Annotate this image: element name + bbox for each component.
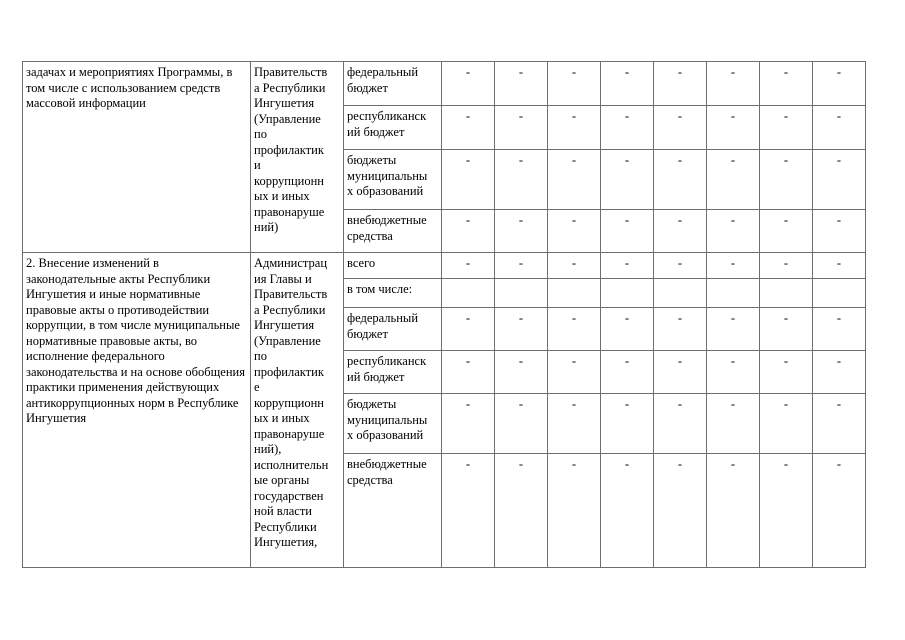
- value-cell: [495, 62, 548, 106]
- value-cell: [442, 454, 495, 568]
- value-text: -: [677, 65, 683, 79]
- funding-source: всего: [347, 256, 376, 270]
- value-text: -: [730, 457, 736, 471]
- value-cell: [654, 62, 707, 106]
- value-text: -: [677, 397, 683, 411]
- value-cell: [601, 308, 654, 351]
- value-text: -: [571, 311, 577, 325]
- value-cell: [760, 279, 813, 308]
- value-cell: [548, 308, 601, 351]
- value-cell: [654, 150, 707, 210]
- value-cell: [601, 62, 654, 106]
- value-text: -: [836, 109, 842, 123]
- executor-text: Правительств а Республики Ингушетия (Управление по профилактик и коррупционн ых и иных правонаруше ний): [254, 65, 328, 234]
- value-cell: [707, 150, 760, 210]
- funding-source: бюджеты муниципальны х образований: [347, 397, 428, 442]
- value-text: -: [518, 109, 524, 123]
- value-text: -: [518, 65, 524, 79]
- value-cell: [442, 253, 495, 279]
- value-text: -: [624, 109, 630, 123]
- value-cell: [495, 210, 548, 253]
- funding-source: бюджеты муниципальны х образований: [347, 153, 428, 198]
- value-cell: [654, 279, 707, 308]
- value-cell: [548, 253, 601, 279]
- executor-text: Администрац ия Главы и Правительств а Республики Ингушетия (Управление по профилактик е коррупционн ых и иных правонаруше ний), исполнительн ые органы государствен ной власти Республики Ингушетия,: [254, 256, 329, 549]
- value-cell: [813, 62, 866, 106]
- value-cell: [654, 253, 707, 279]
- value-cell: [601, 210, 654, 253]
- value-cell: [601, 253, 654, 279]
- value-text: -: [730, 311, 736, 325]
- value-text: -: [518, 457, 524, 471]
- value-cell: [601, 279, 654, 308]
- value-text: -: [571, 256, 577, 270]
- table-row: [23, 62, 866, 106]
- value-cell: [760, 394, 813, 454]
- value-cell: [601, 106, 654, 150]
- value-cell: [495, 106, 548, 150]
- value-cell: [548, 351, 601, 394]
- value-cell: [707, 279, 760, 308]
- value-cell: [707, 106, 760, 150]
- value-text: -: [730, 397, 736, 411]
- value-cell: [495, 351, 548, 394]
- value-cell: [442, 106, 495, 150]
- value-text: -: [730, 65, 736, 79]
- value-cell: [654, 308, 707, 351]
- value-cell: [442, 62, 495, 106]
- value-cell: [654, 394, 707, 454]
- value-cell: [760, 351, 813, 394]
- value-text: -: [836, 354, 842, 368]
- value-cell: [601, 150, 654, 210]
- value-text: -: [783, 65, 789, 79]
- funding-source-cell: [344, 106, 442, 150]
- funding-source-cell: [344, 394, 442, 454]
- value-text: -: [624, 256, 630, 270]
- value-cell: [813, 253, 866, 279]
- executor-cell: [251, 62, 344, 253]
- value-text: -: [677, 213, 683, 227]
- value-cell: [548, 62, 601, 106]
- value-text: -: [571, 65, 577, 79]
- value-cell: [813, 454, 866, 568]
- value-cell: [813, 394, 866, 454]
- value-cell: [442, 210, 495, 253]
- value-text: -: [677, 256, 683, 270]
- value-text: -: [730, 109, 736, 123]
- value-text: -: [836, 213, 842, 227]
- value-cell: [707, 394, 760, 454]
- value-text: -: [836, 397, 842, 411]
- value-text: -: [730, 153, 736, 167]
- value-cell: [495, 454, 548, 568]
- value-text: -: [571, 109, 577, 123]
- value-text: -: [677, 109, 683, 123]
- measure-description-cell: [23, 253, 251, 568]
- table-row: [23, 253, 866, 279]
- funding-source: внебюджетные средства: [347, 213, 427, 243]
- value-text: -: [518, 256, 524, 270]
- table-body: [23, 62, 866, 568]
- value-cell: [654, 454, 707, 568]
- value-text: -: [783, 256, 789, 270]
- value-cell: [760, 210, 813, 253]
- measure-description: задачах и мероприятиях Программы, в том числе с использованием средств массовой информации: [26, 65, 233, 110]
- value-text: -: [783, 153, 789, 167]
- value-text: -: [571, 153, 577, 167]
- value-cell: [707, 454, 760, 568]
- value-cell: [760, 253, 813, 279]
- value-cell: [442, 279, 495, 308]
- value-text: -: [836, 153, 842, 167]
- measure-description: 2. Внесение изменений в законодательные акты Республики Ингушетия и иные нормативные правовые акты о противодействии коррупции, в том числе муниципальные нормативные правовые акты, во исполнение федерального законодательства и на основе обобщения практики применения действующих антикоррупционных норм в Республике Ингушетия: [26, 256, 245, 425]
- value-text: -: [571, 457, 577, 471]
- value-text: -: [465, 256, 471, 270]
- funding-source-cell: [344, 210, 442, 253]
- funding-source-cell: [344, 253, 442, 279]
- value-text: -: [783, 354, 789, 368]
- value-text: -: [677, 457, 683, 471]
- funding-source-cell: [344, 308, 442, 351]
- funding-source-cell: [344, 150, 442, 210]
- value-text: -: [836, 457, 842, 471]
- value-text: -: [518, 397, 524, 411]
- funding-source-cell: [344, 279, 442, 308]
- funding-source-cell: [344, 454, 442, 568]
- value-cell: [813, 106, 866, 150]
- value-text: -: [624, 397, 630, 411]
- value-cell: [654, 106, 707, 150]
- value-text: -: [836, 65, 842, 79]
- funding-source: республиканск ий бюджет: [347, 109, 427, 139]
- value-text: -: [624, 354, 630, 368]
- budget-table: [22, 61, 866, 568]
- value-cell: [495, 308, 548, 351]
- value-cell: [813, 210, 866, 253]
- value-text: -: [465, 397, 471, 411]
- value-cell: [601, 394, 654, 454]
- value-cell: [813, 308, 866, 351]
- value-text: -: [465, 311, 471, 325]
- value-text: -: [624, 311, 630, 325]
- value-text: -: [624, 153, 630, 167]
- value-text: -: [465, 213, 471, 227]
- value-text: -: [677, 311, 683, 325]
- funding-source: внебюджетные средства: [347, 457, 427, 487]
- value-text: -: [783, 213, 789, 227]
- funding-source: федеральный бюджет: [347, 311, 419, 341]
- value-text: -: [836, 311, 842, 325]
- funding-source-cell: [344, 351, 442, 394]
- value-text: -: [518, 153, 524, 167]
- value-cell: [548, 210, 601, 253]
- value-text: -: [465, 109, 471, 123]
- value-cell: [707, 308, 760, 351]
- value-text: -: [730, 354, 736, 368]
- value-cell: [707, 210, 760, 253]
- value-cell: [707, 62, 760, 106]
- value-text: -: [518, 354, 524, 368]
- funding-source: федеральный бюджет: [347, 65, 419, 95]
- value-cell: [548, 394, 601, 454]
- value-text: -: [624, 457, 630, 471]
- value-cell: [548, 106, 601, 150]
- value-cell: [707, 351, 760, 394]
- value-text: -: [518, 213, 524, 227]
- value-text: -: [465, 457, 471, 471]
- value-text: -: [730, 213, 736, 227]
- value-cell: [760, 308, 813, 351]
- value-cell: [548, 454, 601, 568]
- value-text: -: [518, 311, 524, 325]
- value-cell: [813, 351, 866, 394]
- value-cell: [654, 210, 707, 253]
- value-text: -: [730, 256, 736, 270]
- value-cell: [442, 351, 495, 394]
- value-cell: [813, 150, 866, 210]
- value-cell: [442, 394, 495, 454]
- measure-description-cell: [23, 62, 251, 253]
- value-text: -: [783, 457, 789, 471]
- value-cell: [548, 279, 601, 308]
- value-cell: [707, 253, 760, 279]
- value-cell: [601, 351, 654, 394]
- value-text: -: [624, 213, 630, 227]
- value-cell: [760, 62, 813, 106]
- value-text: -: [783, 109, 789, 123]
- value-cell: [813, 279, 866, 308]
- value-text: -: [836, 256, 842, 270]
- funding-source: республиканск ий бюджет: [347, 354, 427, 384]
- value-cell: [548, 150, 601, 210]
- value-cell: [495, 150, 548, 210]
- funding-source: в том числе:: [347, 282, 413, 296]
- value-cell: [760, 150, 813, 210]
- funding-source-cell: [344, 62, 442, 106]
- value-text: -: [624, 65, 630, 79]
- value-cell: [442, 308, 495, 351]
- value-text: -: [571, 354, 577, 368]
- value-cell: [760, 106, 813, 150]
- value-text: -: [783, 311, 789, 325]
- value-text: -: [465, 65, 471, 79]
- value-cell: [495, 394, 548, 454]
- value-text: -: [677, 354, 683, 368]
- value-text: -: [677, 153, 683, 167]
- value-cell: [760, 454, 813, 568]
- value-text: -: [465, 153, 471, 167]
- executor-cell: [251, 253, 344, 568]
- value-cell: [601, 454, 654, 568]
- value-text: -: [783, 397, 789, 411]
- value-text: -: [571, 213, 577, 227]
- value-text: -: [465, 354, 471, 368]
- value-text: -: [571, 397, 577, 411]
- value-cell: [495, 253, 548, 279]
- value-cell: [442, 150, 495, 210]
- value-cell: [495, 279, 548, 308]
- value-cell: [654, 351, 707, 394]
